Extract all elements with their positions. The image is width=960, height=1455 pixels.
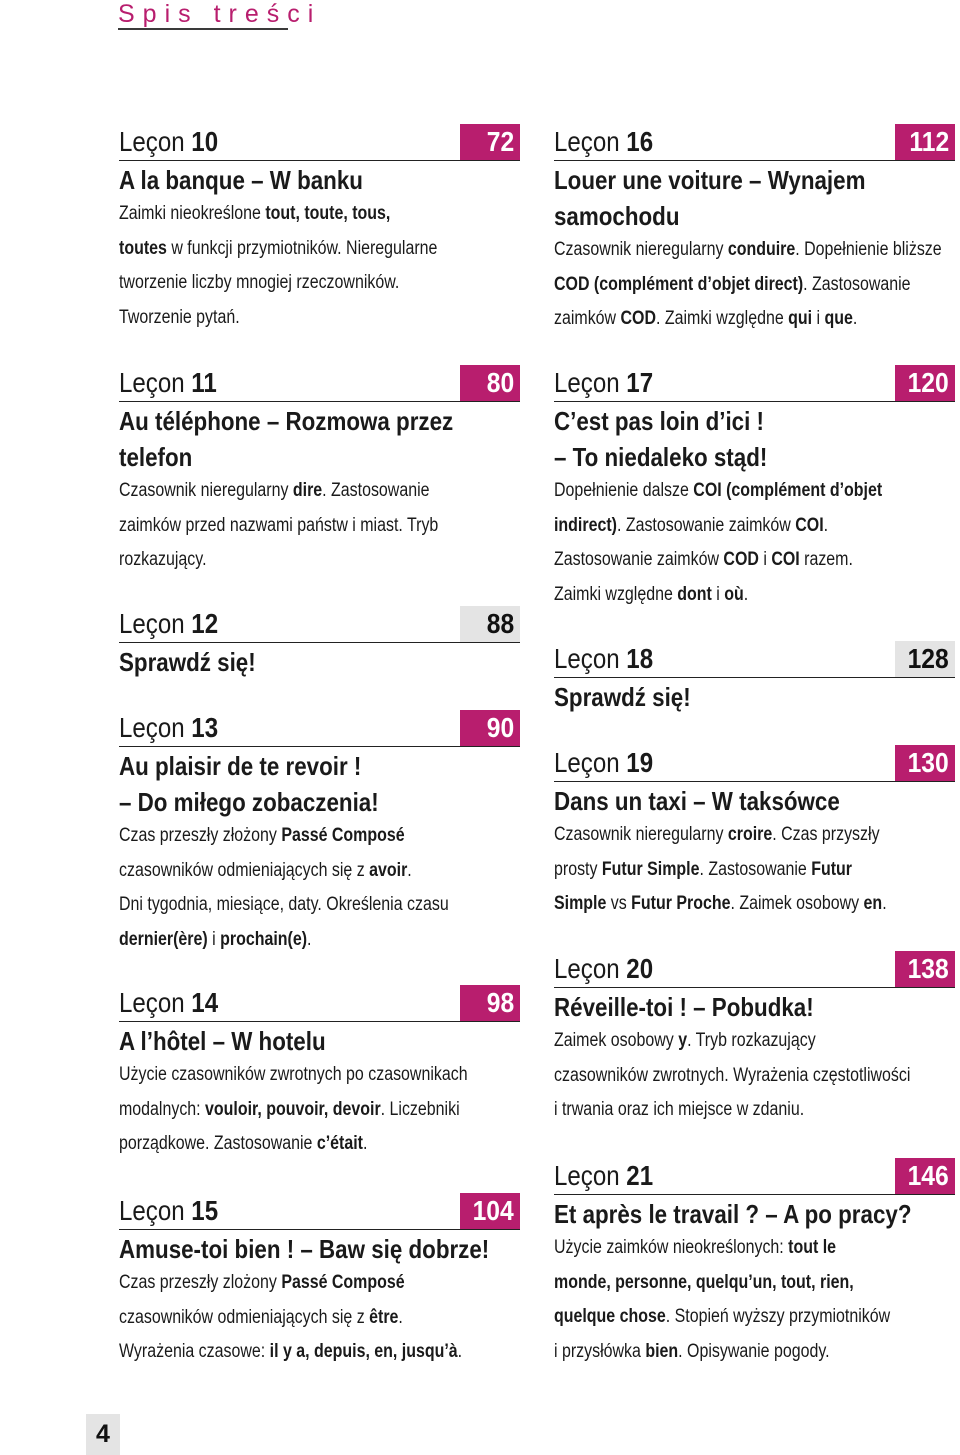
description-term: Futur	[811, 858, 853, 880]
description-term: que	[824, 308, 853, 329]
description-term: conduire	[727, 239, 796, 260]
lesson-number: 21	[626, 1160, 654, 1191]
lesson-description-line	[119, 266, 456, 301]
lesson-title-line: Et après le travail ? – A po pracy?	[554, 1199, 912, 1229]
lesson-title-line: Louer une voiture – Wynajem	[554, 165, 866, 195]
description-term: Futur Proche	[631, 893, 731, 914]
description-text: Dopełnienie dalsze	[554, 480, 694, 501]
lesson-word: Leçon	[554, 643, 620, 674]
lesson-header-row	[119, 710, 520, 747]
page-number-badge	[460, 1193, 520, 1229]
description-text: Zastosowanie zaimków	[554, 549, 724, 570]
description-text: Czasownik nieregularny	[119, 480, 293, 501]
description-term: en	[863, 893, 883, 914]
lesson-word: Leçon	[554, 747, 620, 778]
lesson-label	[554, 951, 653, 987]
lesson-title-line: A l’hôtel – W hotelu	[119, 1026, 326, 1056]
lesson-title-line: Sprawdź się!	[119, 647, 256, 677]
lesson-description-line	[119, 854, 456, 889]
lesson-description-line	[119, 301, 456, 336]
lesson-number: 17	[626, 367, 654, 398]
description-text: zaimków przed nazwami państw i miast. Tryb	[119, 514, 439, 536]
page-number-value: 80	[486, 367, 514, 398]
description-text: Czas przeszły zlożony	[119, 1272, 282, 1293]
lesson-description-line	[119, 509, 456, 544]
toc-entry[interactable]	[119, 124, 520, 335]
lesson-word: Leçon	[119, 126, 185, 157]
lesson-title-line: A la banque – W banku	[119, 165, 363, 195]
description-text: .	[457, 1341, 463, 1362]
lesson-label	[554, 365, 653, 401]
description-text: .	[743, 583, 749, 605]
description-term: Passé Composé	[281, 1272, 405, 1293]
description-term: Simple	[554, 893, 607, 914]
lesson-label	[119, 985, 218, 1021]
lesson-word: Leçon	[119, 608, 185, 639]
description-text: Czas przeszły złożony	[119, 825, 282, 846]
lesson-description-line	[554, 853, 891, 888]
description-term: c’était	[316, 1133, 363, 1154]
lesson-label	[554, 124, 653, 160]
lesson-description-line	[554, 1093, 891, 1128]
toc-entry[interactable]	[554, 1158, 955, 1369]
description-text: . Czas przyszły	[772, 824, 880, 845]
description-term: y	[678, 1030, 688, 1051]
description-text: Wyrażenia czasowe:	[119, 1341, 270, 1362]
lesson-title-line: Sprawdź się!	[554, 682, 691, 712]
toc-entry[interactable]	[554, 365, 955, 612]
description-term: croire	[727, 824, 773, 845]
description-text: . Zastosowanie	[322, 480, 430, 501]
description-text: rozkazujący.	[119, 549, 207, 570]
page-title: Spis treści	[118, 0, 322, 28]
description-text: Tworzenie pytań.	[119, 306, 240, 328]
page-number-badge	[895, 365, 955, 401]
description-text: .	[362, 1133, 368, 1154]
lesson-description-line	[119, 543, 456, 578]
lesson-word: Leçon	[554, 367, 620, 398]
description-text: Zaimki nieokreślone	[119, 203, 266, 224]
lesson-description-line	[119, 1058, 468, 1093]
lesson-title-line: Au plaisir de te revoir !	[119, 751, 362, 781]
description-text: .	[882, 893, 887, 914]
description-text: prosty	[554, 858, 602, 880]
description-text: w funkcji przymiotników. Nieregularne	[166, 237, 438, 259]
description-text: . Zaimki względne	[655, 308, 789, 329]
description-term: bien	[645, 1340, 679, 1362]
page-number-value: 98	[486, 987, 514, 1018]
lesson-description-line	[554, 1024, 891, 1059]
description-text: i	[758, 549, 772, 570]
page-number: 4	[86, 1414, 120, 1455]
lesson-description-line	[554, 1300, 891, 1335]
lesson-word: Leçon	[119, 712, 185, 743]
lesson-description-line	[554, 1059, 911, 1094]
description-text: czasowników zwrotnych. Wyrażenia częstotliwości	[554, 1064, 911, 1086]
lesson-header-row	[119, 985, 520, 1022]
description-term: Passé Composé	[281, 825, 405, 846]
lesson-description-line	[554, 1335, 891, 1370]
lesson-number: 16	[626, 126, 654, 157]
lesson-word: Leçon	[554, 126, 620, 157]
lesson-label	[119, 124, 218, 160]
page-number-badge	[460, 606, 520, 642]
description-term: COD (complément d’objet direct)	[554, 273, 804, 295]
description-text: i	[207, 928, 221, 950]
lesson-title-line: – Do miłego zobaczenia!	[119, 787, 379, 817]
lesson-title-line: C’est pas loin d’ici !	[554, 406, 764, 436]
description-term: où	[724, 583, 744, 605]
lesson-description-line	[554, 578, 891, 613]
toc-entry[interactable]	[119, 710, 520, 957]
description-term: quelque chose	[554, 1306, 666, 1327]
lesson-header-row	[554, 365, 955, 402]
description-text: czasowników odmieniających się z	[119, 1306, 370, 1328]
lesson-label	[119, 710, 218, 746]
description-text: i przysłówka	[554, 1340, 646, 1362]
lesson-header-row	[554, 641, 955, 678]
description-text: . Zastosowanie zaimków	[616, 514, 796, 536]
lesson-label	[119, 1193, 218, 1229]
description-term: indirect)	[554, 514, 617, 536]
lesson-description-line	[554, 302, 891, 337]
description-text: vs	[606, 893, 632, 914]
lesson-title-line: telefon	[119, 442, 193, 472]
description-term: COI	[795, 514, 824, 536]
lesson-word: Leçon	[554, 953, 620, 984]
description-text: Zaimki względne	[554, 583, 678, 605]
lesson-description-line	[119, 1093, 460, 1128]
description-term: Futur Simple	[601, 858, 700, 880]
page-number-badge	[895, 951, 955, 987]
toc-entry[interactable]	[119, 1193, 520, 1370]
description-text: razem.	[799, 549, 853, 570]
lesson-description-line	[119, 1301, 456, 1336]
lesson-title-line: samochodu	[554, 201, 680, 231]
description-term: toutes	[119, 237, 167, 259]
description-text: . Liczebniki	[380, 1098, 460, 1120]
lesson-description-line	[554, 233, 942, 268]
lesson-description-line	[554, 1266, 891, 1301]
page-number-value: 112	[909, 126, 949, 157]
page-number-value: 130	[907, 747, 949, 778]
lesson-header-row	[119, 124, 520, 161]
toc-entry[interactable]	[554, 124, 955, 337]
page-number-badge	[460, 124, 520, 160]
page-number-badge	[460, 710, 520, 746]
lesson-description-line	[554, 268, 911, 303]
page-number-badge	[460, 365, 520, 401]
lesson-description-line	[119, 923, 456, 958]
lesson-description-line	[119, 1266, 456, 1301]
lesson-header-row	[554, 1158, 955, 1195]
lesson-number: 14	[191, 987, 219, 1018]
description-text: czasowników odmieniających się z	[119, 859, 370, 881]
lesson-label	[119, 365, 217, 401]
lesson-description-line	[554, 509, 891, 544]
description-text: . Dopełnienie bliższe	[795, 239, 942, 260]
lesson-description-line	[119, 197, 456, 232]
description-text: i	[812, 308, 825, 329]
lesson-description-line	[119, 1335, 463, 1370]
page-number-value: 138	[907, 953, 949, 984]
description-text: .	[407, 859, 412, 881]
lesson-header-row	[554, 745, 955, 782]
lesson-description-line	[554, 543, 891, 578]
lesson-number: 15	[191, 1195, 219, 1226]
lesson-title-line: Amuse-toi bien ! – Baw się dobrze!	[119, 1234, 490, 1264]
page-number-badge	[895, 1158, 955, 1194]
page-number-value: 146	[907, 1160, 949, 1191]
page-number-badge	[460, 985, 520, 1021]
lesson-label	[119, 606, 218, 642]
description-term: il y a, depuis, en, jusqu’à	[269, 1341, 458, 1362]
description-term: dire	[292, 480, 323, 501]
lesson-description-line	[119, 819, 456, 854]
toc-entry[interactable]	[119, 606, 520, 679]
lesson-word: Leçon	[119, 367, 185, 398]
description-term: qui	[788, 308, 813, 329]
description-term: monde, personne, quelqu’un, tout, rien,	[554, 1271, 854, 1293]
description-text: Zaimek osobowy	[554, 1030, 679, 1051]
description-text: . Opisywanie pogody.	[678, 1340, 830, 1362]
page-number-badge	[895, 745, 955, 781]
lesson-number: 13	[191, 712, 219, 743]
toc-entry[interactable]	[554, 951, 955, 1128]
description-term: tout le	[788, 1237, 837, 1258]
lesson-header-row	[554, 951, 955, 988]
description-text: modalnych:	[119, 1098, 206, 1120]
lesson-number: 12	[191, 608, 219, 639]
lesson-label	[554, 641, 653, 677]
description-text: Dni tygodnia, miesiące, daty. Określenia czasu	[119, 894, 449, 915]
toc-entry[interactable]	[554, 641, 955, 714]
page-number-value: 128	[907, 643, 949, 674]
lesson-word: Leçon	[119, 987, 185, 1018]
description-text: .	[307, 928, 312, 950]
lesson-header-row	[119, 606, 520, 643]
description-text: . Zastosowanie	[699, 858, 812, 880]
toc-entry[interactable]	[119, 365, 520, 578]
description-text: porządkowe. Zastosowanie	[119, 1133, 317, 1154]
lesson-word: Leçon	[119, 1195, 185, 1226]
description-text: .	[398, 1306, 403, 1328]
description-text: . Zaimek osobowy	[730, 893, 864, 914]
lesson-header-row	[119, 365, 520, 402]
lesson-description-line	[119, 888, 456, 923]
page-number-value: 72	[486, 126, 514, 157]
description-term: dont	[677, 583, 712, 605]
description-term: COI (complément d’objet	[693, 480, 883, 501]
description-term: tout, toute, tous,	[265, 203, 391, 224]
description-text: i trwania oraz ich miejsce w zdaniu.	[554, 1099, 805, 1120]
lesson-title-line: Dans un taxi – W taksówce	[554, 786, 840, 816]
lesson-description-line	[554, 474, 891, 509]
description-term: dernier(ère)	[119, 928, 208, 950]
lesson-word: Leçon	[554, 1160, 620, 1191]
description-text: . Zastosowanie	[803, 273, 911, 295]
lesson-header-row	[119, 1193, 520, 1230]
page-number-value: 88	[486, 608, 514, 639]
lesson-description-line	[554, 1231, 891, 1266]
description-text: Użycie czasowników zwrotnych po czasownikach	[119, 1064, 468, 1085]
lesson-label	[554, 1158, 653, 1194]
description-text: tworzenie liczby mnogiej rzeczowników.	[119, 272, 400, 293]
description-text: i	[711, 583, 725, 605]
description-term: prochain(e)	[220, 928, 308, 950]
lesson-title-line: – To niedaleko stąd!	[554, 442, 768, 472]
page-number-badge	[895, 124, 955, 160]
lesson-description-line	[554, 887, 891, 922]
description-term: COD	[620, 308, 656, 329]
description-term: COI	[771, 549, 800, 570]
lesson-description-line	[554, 818, 891, 853]
lesson-description-line	[119, 474, 456, 509]
lesson-description-line	[119, 1127, 456, 1162]
lesson-number: 20	[626, 953, 654, 984]
description-term: vouloir, pouvoir, devoir	[205, 1098, 381, 1120]
page-number-value: 104	[472, 1195, 514, 1226]
page-number-badge	[895, 641, 955, 677]
description-term: avoir	[369, 859, 408, 881]
page-number-value: 90	[486, 712, 514, 743]
page-number-value: 120	[907, 367, 949, 398]
description-text: Użycie zaimków nieokreślonych:	[554, 1237, 789, 1258]
description-term: être	[369, 1306, 399, 1328]
lesson-title-line: Au téléphone – Rozmowa przez	[119, 406, 454, 436]
description-text: . Stopień wyższy przymiotników	[665, 1306, 891, 1327]
lesson-number: 19	[626, 747, 654, 778]
description-term: COD	[723, 549, 759, 570]
lesson-number: 11	[191, 367, 217, 398]
lesson-number: 10	[191, 126, 219, 157]
description-text: zaimków	[554, 308, 621, 329]
description-text: Czasownik nieregularny	[554, 824, 728, 845]
description-text: .	[852, 308, 858, 329]
description-text: Czasownik nieregularny	[554, 239, 728, 260]
lesson-number: 18	[626, 643, 654, 674]
description-text: .	[823, 514, 829, 536]
lesson-description-line	[119, 232, 456, 267]
lesson-title-line: Réveille-toi ! – Pobudka!	[554, 992, 814, 1022]
lesson-label	[554, 745, 653, 781]
description-text: . Tryb rozkazujący	[687, 1030, 816, 1051]
toc-entry[interactable]	[554, 745, 955, 922]
lesson-header-row	[554, 124, 955, 161]
toc-entry[interactable]	[119, 985, 520, 1162]
